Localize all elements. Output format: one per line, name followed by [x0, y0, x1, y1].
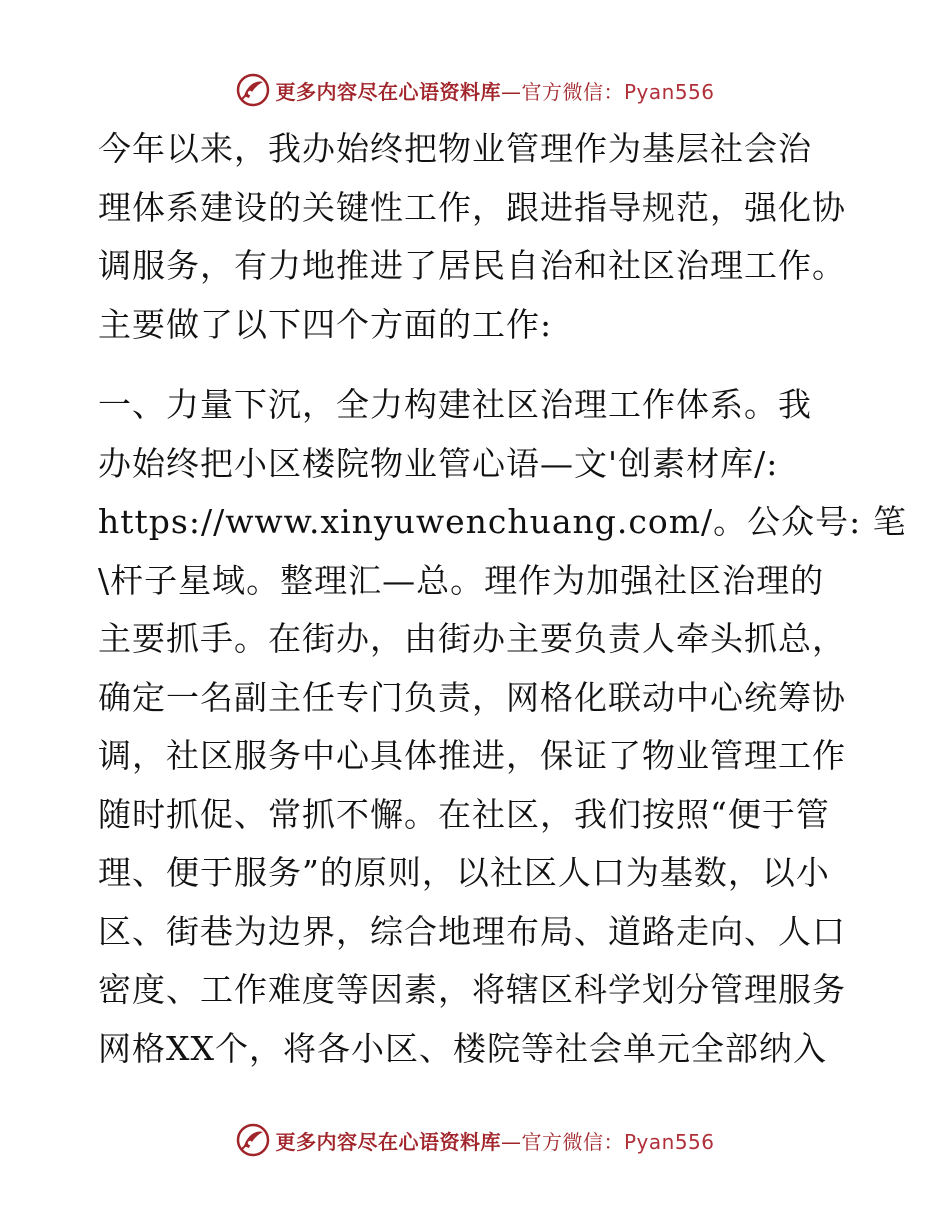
text-line: 今年以来，我办始终把物业管理作为基层社会治	[98, 129, 812, 168]
banner-wechat-id: Pyan556	[623, 79, 715, 104]
footer-banner-text	[275, 1126, 714, 1155]
document-body	[98, 120, 907, 1078]
text-line: 调，社区服务中心具体推进，保证了物业管理工作	[98, 736, 846, 775]
text-line: 理体系建设的关键性工作，跟进指导规范，强化协	[98, 187, 846, 227]
text-line: https://www.xinyuwenchuang.com/。公众号: 笔	[98, 502, 907, 541]
text-line: 调服务，有力地推进了居民自治和社区治理工作。	[98, 246, 846, 285]
banner-main-text: 更多内容尽在心语资料库	[275, 1129, 501, 1154]
banner-main-text: 更多内容尽在心语资料库	[275, 79, 501, 104]
header-banner-text	[275, 76, 714, 105]
paragraph-gap	[98, 354, 858, 376]
banner-wechat-label: 官方微信：	[521, 1129, 624, 1154]
text-line: 密度、工作难度等因素，将辖区科学划分管理服务	[98, 970, 846, 1009]
header-banner	[0, 70, 950, 110]
banner-wechat-label: 官方微信：	[521, 79, 624, 104]
text-line: 主要抓手。在街办，由街办主要负责人牵头抓总，	[98, 619, 846, 658]
text-line: 办始终把小区楼院物业管心语—文'创素材库/:	[98, 443, 779, 483]
text-line: 主要做了以下四个方面的工作:	[98, 304, 553, 344]
text-line: 确定一名副主任专门负责，网格化联动中心统筹协	[98, 677, 846, 717]
banner-wechat-id: Pyan556	[623, 1129, 715, 1154]
paragraph-section-one	[98, 376, 907, 1078]
text-line: 网格XX个，将各小区、楼院等社会单元全部纳入	[98, 1028, 827, 1068]
text-line: 理、便于服务”的原则，以社区人口为基数，以小	[98, 853, 830, 892]
text-line: \杆子星域。整理汇—总。理作为加强社区治理的	[98, 560, 825, 600]
text-line: 一、力量下沉，全力构建社区治理工作体系。我	[98, 385, 812, 424]
xinyu-logo-icon	[235, 1122, 271, 1158]
banner-dash: —	[500, 1129, 522, 1154]
text-line: 随时抓促、常抓不懈。在社区，我们按照“便于管	[98, 794, 830, 834]
footer-banner	[0, 1120, 950, 1160]
xinyu-logo-icon	[235, 72, 271, 108]
paragraph-intro	[98, 120, 858, 354]
banner-dash: —	[500, 79, 522, 104]
text-line: 区、街巷为边界，综合地理布局、道路走向、人口	[98, 911, 846, 951]
